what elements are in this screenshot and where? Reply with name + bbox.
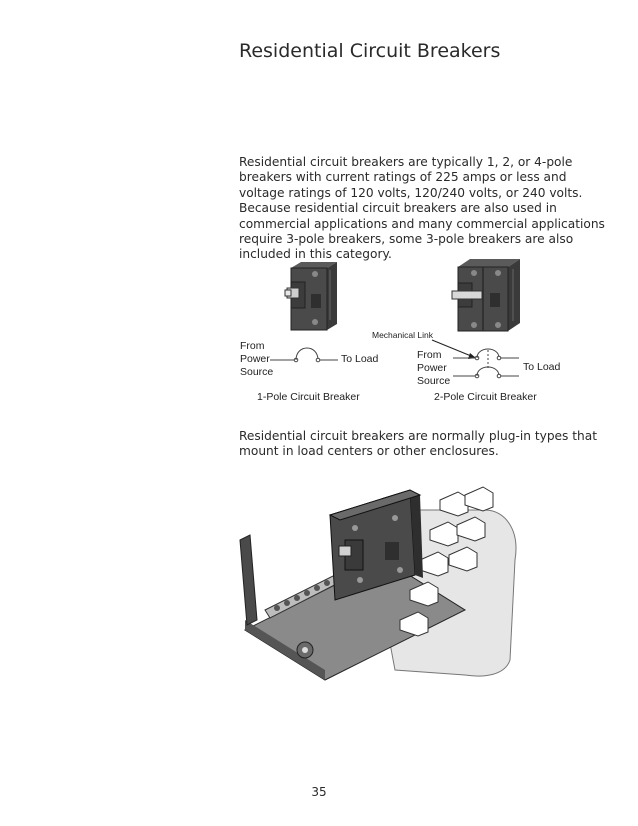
plug-in-paragraph: Residential circuit breakers are normally plug-in types that mount in load centers or other enclosures. xyxy=(239,429,598,459)
from-power-source-label-left: From Power Source xyxy=(240,340,274,378)
one-pole-schematic xyxy=(270,340,340,370)
from-power-source-label-right: From Power Source xyxy=(417,349,451,387)
load-center-illustration xyxy=(235,480,520,680)
two-pole-breaker-illustration xyxy=(450,257,530,335)
page-number: 35 xyxy=(311,785,327,799)
to-load-label-right: To Load xyxy=(523,361,561,373)
caption-two-pole: 2-Pole Circuit Breaker xyxy=(434,391,537,403)
intro-paragraph: Residential circuit breakers are typically 1, 2, or 4-pole breakers with current ratings of 225 amps or less and voltage ratings of 120 volts, 120/240 volts, or 240 volts. Because residential circuit breakers are also used in commercial applications and many commercial applications require 3-pole breakers, some 3-pole breakers are also included in this category. xyxy=(239,155,605,262)
two-pole-schematic xyxy=(453,346,521,382)
one-pole-breaker-illustration xyxy=(283,260,343,332)
page-title: Residential Circuit Breakers xyxy=(239,40,501,62)
to-load-label-left: To Load xyxy=(341,353,379,365)
mechanical-link-label: Mechanical Link xyxy=(372,330,433,340)
caption-one-pole: 1-Pole Circuit Breaker xyxy=(257,391,360,403)
